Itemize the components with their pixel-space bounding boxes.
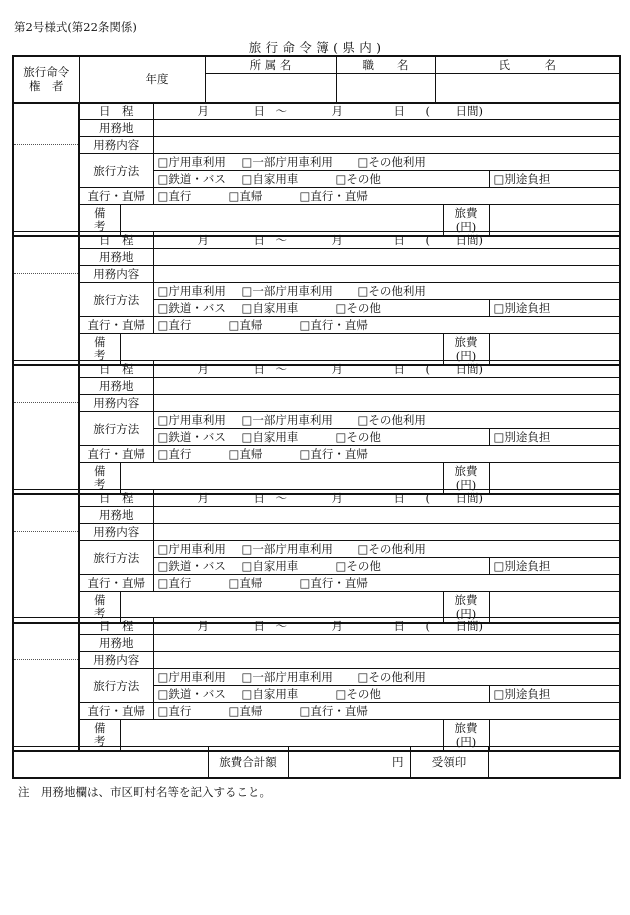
purpose-field[interactable] [153, 652, 620, 669]
direct-label: 直行・直帰 [79, 446, 153, 463]
checkbox-train-bus[interactable]: □鉄道・バス [157, 559, 226, 573]
days-label: 日間) [455, 619, 483, 633]
checkbox-direct-go[interactable]: □直行 [157, 576, 192, 590]
schedule-field[interactable] [153, 618, 620, 635]
destination-label: 用務地 [79, 635, 153, 652]
trip-section [12, 489, 621, 624]
affiliation-label: 所 属 名 [205, 56, 336, 74]
method-label: 旅行方法 [79, 283, 153, 317]
checkbox-direct-return[interactable]: □直帰 [228, 704, 263, 718]
day-label: 日 [253, 619, 265, 633]
checkbox-private-car[interactable]: □自家用車 [241, 172, 299, 186]
expense-label: 旅費 (円) [443, 592, 489, 623]
header-table [12, 55, 621, 104]
direct-options [153, 188, 620, 205]
checkbox-other[interactable]: □その他 [335, 559, 381, 573]
schedule-label: 日 程 [79, 103, 153, 120]
method-options-row2 [153, 429, 489, 446]
month-label: 月 [331, 491, 343, 505]
checkbox-other[interactable]: □その他 [335, 430, 381, 444]
method-options-row2 [153, 171, 489, 188]
checkbox-partial-official-car[interactable]: □一部庁用車利用 [241, 670, 333, 684]
schedule-label: 日 程 [79, 361, 153, 378]
tilde-symbol: ～ [275, 362, 287, 376]
fiscal-year-label: 年度 [145, 72, 169, 87]
checkbox-direct-return[interactable]: □直帰 [228, 189, 263, 203]
purpose-label: 用務内容 [79, 266, 153, 283]
schedule-label: 日 程 [79, 618, 153, 635]
method-options-row1 [153, 412, 620, 429]
month-label: 月 [331, 362, 343, 376]
checkbox-private-car[interactable]: □自家用車 [241, 559, 299, 573]
checkbox-private-car[interactable]: □自家用車 [241, 430, 299, 444]
footer-blank [13, 747, 208, 778]
day-label: 日 [253, 233, 265, 247]
schedule-field[interactable] [153, 103, 620, 120]
yen-label: 円 [392, 754, 404, 769]
purpose-label: 用務内容 [79, 137, 153, 154]
tilde-symbol: ～ [275, 619, 287, 633]
checkbox-other-use[interactable]: □その他利用 [357, 413, 426, 427]
direct-options [153, 703, 620, 720]
checkbox-direct-go[interactable]: □直行 [157, 704, 192, 718]
trip-section [12, 360, 621, 495]
trip-section [12, 231, 621, 366]
checkbox-partial-official-car[interactable]: □一部庁用車利用 [241, 542, 333, 556]
trip-section [12, 617, 621, 752]
fiscal-year-cell [79, 56, 205, 103]
method-options-row2 [153, 300, 489, 317]
checkbox-direct-both[interactable]: □直行・直帰 [299, 704, 368, 718]
purpose-field[interactable] [153, 524, 620, 541]
position-field[interactable] [336, 74, 435, 103]
receipt-seal-field[interactable] [488, 747, 620, 778]
name-field[interactable] [435, 74, 620, 103]
authority-seal-cell[interactable] [13, 103, 79, 236]
remarks-label: 備 考 [79, 463, 120, 494]
checkbox-other[interactable]: □その他 [335, 172, 381, 186]
checkbox-other-use[interactable]: □その他利用 [357, 670, 426, 684]
trip-section [12, 102, 621, 237]
purpose-label: 用務内容 [79, 395, 153, 412]
direct-options [153, 575, 620, 592]
checkbox-official-car[interactable]: □庁用車利用 [157, 413, 226, 427]
open-paren: ( [425, 619, 430, 633]
checkbox-separate-charge[interactable]: □別途負担 [489, 558, 620, 575]
tilde-symbol: ～ [275, 233, 287, 247]
days-label: 日間) [455, 104, 483, 118]
authority-seal-cell[interactable] [13, 618, 79, 751]
checkbox-train-bus[interactable]: □鉄道・バス [157, 687, 226, 701]
checkbox-direct-both[interactable]: □直行・直帰 [299, 576, 368, 590]
checkbox-direct-both[interactable]: □直行・直帰 [299, 447, 368, 461]
destination-label: 用務地 [79, 507, 153, 524]
checkbox-direct-go[interactable]: □直行 [157, 318, 192, 332]
month-label: 月 [331, 619, 343, 633]
checkbox-direct-return[interactable]: □直帰 [228, 447, 263, 461]
day-label: 日 [253, 104, 265, 118]
authority-seal-cell[interactable] [13, 490, 79, 623]
total-expense-field[interactable] [288, 747, 410, 778]
checkbox-official-car[interactable]: □庁用車利用 [157, 542, 226, 556]
day-label: 日 [393, 104, 405, 118]
direct-options [153, 317, 620, 334]
day-label: 日 [393, 619, 405, 633]
destination-label: 用務地 [79, 120, 153, 137]
authority-label: 旅行命令 権 者 [13, 56, 79, 103]
destination-field[interactable] [153, 635, 620, 652]
checkbox-separate-charge[interactable]: □別途負担 [489, 429, 620, 446]
destination-field[interactable] [153, 120, 620, 137]
direct-label: 直行・直帰 [79, 703, 153, 720]
purpose-field[interactable] [153, 137, 620, 154]
checkbox-separate-charge[interactable]: □別途負担 [489, 300, 620, 317]
tilde-symbol: ～ [275, 491, 287, 505]
remarks-label: 備 考 [79, 720, 120, 751]
method-options-row2 [153, 558, 489, 575]
days-label: 日間) [455, 362, 483, 376]
destination-label: 用務地 [79, 378, 153, 395]
checkbox-separate-charge[interactable]: □別途負担 [489, 686, 620, 703]
page-title: 旅 行 命 令 簿 ( 県 内 ) [248, 40, 382, 55]
checkbox-private-car[interactable]: □自家用車 [241, 301, 299, 315]
direct-label: 直行・直帰 [79, 317, 153, 334]
authority-seal-cell[interactable] [13, 232, 79, 365]
method-options-row2 [153, 686, 489, 703]
checkbox-other-use[interactable]: □その他利用 [357, 155, 426, 169]
schedule-field[interactable] [153, 361, 620, 378]
checkbox-partial-official-car[interactable]: □一部庁用車利用 [241, 413, 333, 427]
purpose-label: 用務内容 [79, 652, 153, 669]
month-label: 月 [197, 104, 209, 118]
day-label: 日 [253, 362, 265, 376]
checkbox-direct-both[interactable]: □直行・直帰 [299, 318, 368, 332]
month-label: 月 [197, 491, 209, 505]
destination-field[interactable] [153, 378, 620, 395]
day-label: 日 [393, 233, 405, 247]
checkbox-other-use[interactable]: □その他利用 [357, 542, 426, 556]
open-paren: ( [425, 104, 430, 118]
method-label: 旅行方法 [79, 154, 153, 188]
checkbox-separate-charge[interactable]: □別途負担 [489, 171, 620, 188]
direct-label: 直行・直帰 [79, 575, 153, 592]
footer-table [12, 746, 621, 779]
total-expense-label: 旅費合計額 [208, 747, 288, 778]
checkbox-direct-go[interactable]: □直行 [157, 447, 192, 461]
checkbox-train-bus[interactable]: □鉄道・バス [157, 172, 226, 186]
checkbox-direct-return[interactable]: □直帰 [228, 318, 263, 332]
checkbox-official-car[interactable]: □庁用車利用 [157, 284, 226, 298]
direct-label: 直行・直帰 [79, 188, 153, 205]
month-label: 月 [331, 233, 343, 247]
checkbox-private-car[interactable]: □自家用車 [241, 687, 299, 701]
checkbox-official-car[interactable]: □庁用車利用 [157, 155, 226, 169]
month-label: 月 [197, 619, 209, 633]
remarks-label: 備 考 [79, 334, 120, 365]
destination-field[interactable] [153, 249, 620, 266]
method-label: 旅行方法 [79, 412, 153, 446]
checkbox-partial-official-car[interactable]: □一部庁用車利用 [241, 155, 333, 169]
checkbox-direct-both[interactable]: □直行・直帰 [299, 189, 368, 203]
method-options-row1 [153, 541, 620, 558]
expense-label: 旅費 (円) [443, 463, 489, 494]
month-label: 月 [197, 233, 209, 247]
schedule-label: 日 程 [79, 232, 153, 249]
day-label: 日 [253, 491, 265, 505]
schedule-label: 日 程 [79, 490, 153, 507]
receipt-label: 受領印 [410, 747, 488, 778]
expense-label: 旅費 (円) [443, 334, 489, 365]
days-label: 日間) [455, 491, 483, 505]
days-label: 日間) [455, 233, 483, 247]
position-label: 職 名 [336, 56, 435, 74]
purpose-field[interactable] [153, 395, 620, 412]
name-label: 氏 名 [435, 56, 620, 74]
open-paren: ( [425, 233, 430, 247]
form-number: 第2号様式(第22条関係) [14, 20, 137, 34]
month-label: 月 [197, 362, 209, 376]
checkbox-other[interactable]: □その他 [335, 301, 381, 315]
footnote: 注 用務地欄は、市区町村名等を記入すること。 [18, 785, 271, 799]
schedule-field[interactable] [153, 490, 620, 507]
destination-field[interactable] [153, 507, 620, 524]
expense-label: 旅費 (円) [443, 205, 489, 236]
affiliation-field[interactable] [205, 74, 336, 103]
checkbox-direct-return[interactable]: □直帰 [228, 576, 263, 590]
authority-seal-cell[interactable] [13, 361, 79, 494]
direct-options [153, 446, 620, 463]
checkbox-other[interactable]: □その他 [335, 687, 381, 701]
remarks-label: 備 考 [79, 592, 120, 623]
day-label: 日 [393, 362, 405, 376]
checkbox-partial-official-car[interactable]: □一部庁用車利用 [241, 284, 333, 298]
checkbox-train-bus[interactable]: □鉄道・バス [157, 301, 226, 315]
open-paren: ( [425, 362, 430, 376]
schedule-field[interactable] [153, 232, 620, 249]
method-options-row1 [153, 669, 620, 686]
method-label: 旅行方法 [79, 669, 153, 703]
purpose-label: 用務内容 [79, 524, 153, 541]
method-options-row1 [153, 283, 620, 300]
tilde-symbol: ～ [275, 104, 287, 118]
remarks-label: 備 考 [79, 205, 120, 236]
checkbox-direct-go[interactable]: □直行 [157, 189, 192, 203]
month-label: 月 [331, 104, 343, 118]
method-options-row1 [153, 154, 620, 171]
destination-label: 用務地 [79, 249, 153, 266]
expense-label: 旅費 (円) [443, 720, 489, 751]
checkbox-other-use[interactable]: □その他利用 [357, 284, 426, 298]
method-label: 旅行方法 [79, 541, 153, 575]
open-paren: ( [425, 491, 430, 505]
checkbox-train-bus[interactable]: □鉄道・バス [157, 430, 226, 444]
checkbox-official-car[interactable]: □庁用車利用 [157, 670, 226, 684]
purpose-field[interactable] [153, 266, 620, 283]
day-label: 日 [393, 491, 405, 505]
